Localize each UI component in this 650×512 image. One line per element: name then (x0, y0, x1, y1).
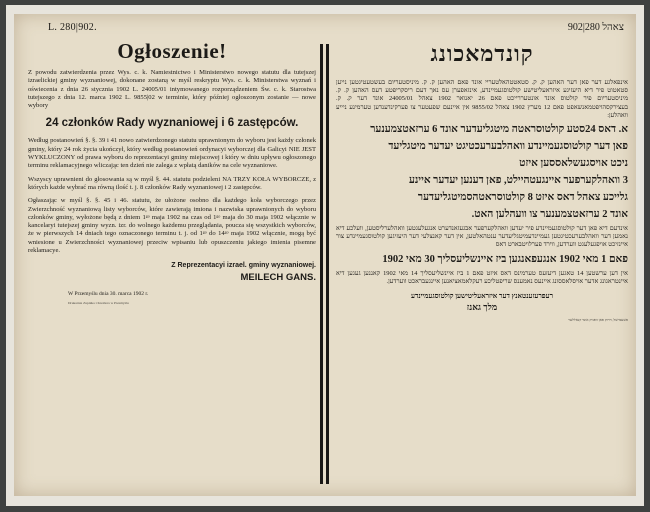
date-line: W Przemyślu dnia 30. marca 1902 r. (68, 291, 149, 298)
signatory-name: מלך גאנז (466, 302, 498, 313)
page-title: קונדמאכונג (430, 41, 534, 66)
headline: א. דאס 24סטע קולטוסראטה מיטגליעדער אונד 6 ערזאטצמענער (370, 124, 628, 136)
signature-line: רעפרעזענטאנץ דער איזראעליטישען קולטוסגעמיינדע (410, 292, 554, 301)
printer-line: פשעמישל, דרוק פאן זופניק אונד קנאללער (568, 318, 628, 323)
reclamation-paragraph: אין דען ערשטען 14 טאגען דיעזעס טערמינס דאס איזט פאם 1 ביז איינשליעסליך 14 מאי 1902 קאננען געגען דיא איינטראגונג אדער אויסלאססונג איינעס נאמענס שריפטליכע רעקלאמאציאנען איינגעבראכט ווערדען. (336, 269, 628, 285)
circles-paragraph: Wszyscy uprawnieni do głosowania są w myśl §. 44. statutu podzieleni NA TRZY KOŁA WYBORCZE, z których każde wybrać ma równą ilość t. j. 8 członków Rady wyznaniowej i 2 zastępców. (28, 175, 316, 191)
reference-number: L. 280|902. (48, 22, 97, 33)
reference-number: צאהל 280|902 (567, 22, 624, 33)
yiddish-column (336, 22, 628, 492)
divider-rule (326, 44, 329, 484)
body-heading: גלייכע צאהל דאס איזט 8 קולטוסראטהסמיטגליעדער (417, 192, 628, 204)
printer-line: Drukarnia Zupnika i Knollera w Przemyślu (68, 301, 129, 306)
signature-line: Z Reprezentacyi izrael. gminy wyznaniowej. (171, 262, 316, 270)
body-heading: 3 וואהלקערפער איינגעטהיילט, פאן דענען יעדער איינע (408, 175, 628, 187)
signatory-name: MEILECH GANS. (240, 272, 316, 284)
lists-paragraph: אינדעם דיא פאן דער קולטוסגעמיינדע פיר יעדען וואהלקערפער אבגעזאנדערט אנגעלעגטען וואהלערליסטען, וועלכע דיא נאמען דער וואהלבערעכטיגטען געמיינדעמיטגליעדער ענטהאלטען, אין דער קאנצלעי דער היעזיגען קולטוסגעמיינדע צור איינזיכט אויפגעלעגט ווערדען, ווירד פערלויטבארט דאס (336, 225, 628, 249)
page-title: Ogłoszenie! (117, 39, 227, 63)
body-heading: פאן דער קולטוסגעמיינדע וואהלבערעכטיגט יעדער מיטגליעד (388, 141, 628, 153)
eligibility-paragraph: Według postanowień §. §. 39 i 41 nowo zatwierdzonego statutu uprawnionym do wyboru jest każdy członek gminy, który 24 rok życia ukończył, który według postanowień ordynacyi wyborczej dla Galicyi NIE JEST WYKLUCZONY od prawa wyboru do reprezentacyi gminy miejscowej i który w dniu upływu ogłoszonego terminu reklamacyjnego wliczając ten dzień nie zalega z wpłatą daników na cele wyznaniowe. (28, 137, 316, 170)
polish-column (28, 22, 316, 492)
intro-paragraph: אינפאלגע דער פאן דער האהען ק. ק. סטאטטהאלטעריי אונד פאם האהען ק. ק. מיניסטעריום בעשטעטיגטען נייען סטאטוט פיר דיא היעזיגע איזראעליטישע קולטוסגעמיינדע, אינזאפערן עס נאך דעם ריסקריפטע דעס האהען ק. ק. מיניסטעריום פיר קולטוס אונד אונטעררייכט פאם 26 יאנואר 1902 צאהל 24005/01 אונד דער ק. ק. בעצירקסהויפטמאנשאפט פאם 12 מערץ 1902 צאהל 9855/02 אין איינעם שפעטער צו פערקינדענדען טערמינע ניייע וואהלען: (336, 79, 628, 119)
lists-paragraph: Ogłaszając w myśl §. §. 45 i 46. statutu, że ułożone osobno dla każdego koła wyborczego przez Zwierzchność wyznaniową listy wyborców, które zawierają imiona i nazwiska uprawnionych do wyboru członków gminy, wyłożone będą z dniem 1ᵍᵒ maja 1902 na czas od 1ᵍᵒ maja do 30 maja 1902 włącznie w kancelaryi tutejszej gminy wyzn. izr. do wolnego każdemu przeglądania, poucza się wszystkich wyborców, że w pierwszych 14 dniach tego oznaczonego terminu t. j. od 1ᵍᵒ do 14ᵍᵒ maja 1902 włącznie, mogą być wniesione u Zwierzchności wyznaniowej przeciw wpisaniu lub opuszczeniu jakiego imienia pisemne reklamacye. (28, 197, 316, 255)
body-heading: ניכט אויסגעשלאססען איזט (519, 158, 628, 170)
headline: 24 członków Rady wyznaniowej i 6 zastępców. (45, 117, 299, 130)
intro-paragraph: Z powodu zatwierdzenia przez Wys. c. k. Namiestnictwo i Ministerstwo nowego statutu dla tutejszej izraelickiej gminy wyznaniowej, dokonane zostaną w myśl reskryptu Wys. c. k. Ministerstwa wyznań i oświecenia z dnia 26 stycznia 1902 L. 24005/01 intymowanego rozporządzeniem Św. c. k. Starostwa tutejszego z dnia 12. marca 1902 L. 9855|02 w terminie, który później ogłoszonym zostanie — nowe wybory (28, 69, 316, 110)
divider-rule (320, 44, 323, 484)
dates-heading: פאם 1 מאי 1902 אנגעפאנגען ביז איינשליעסליך 30 מאי 1902 (382, 253, 628, 265)
poster-sheet (14, 14, 636, 496)
body-heading: אונד 2 ערזאטצמענער צו וועהלען האט. (471, 209, 628, 221)
